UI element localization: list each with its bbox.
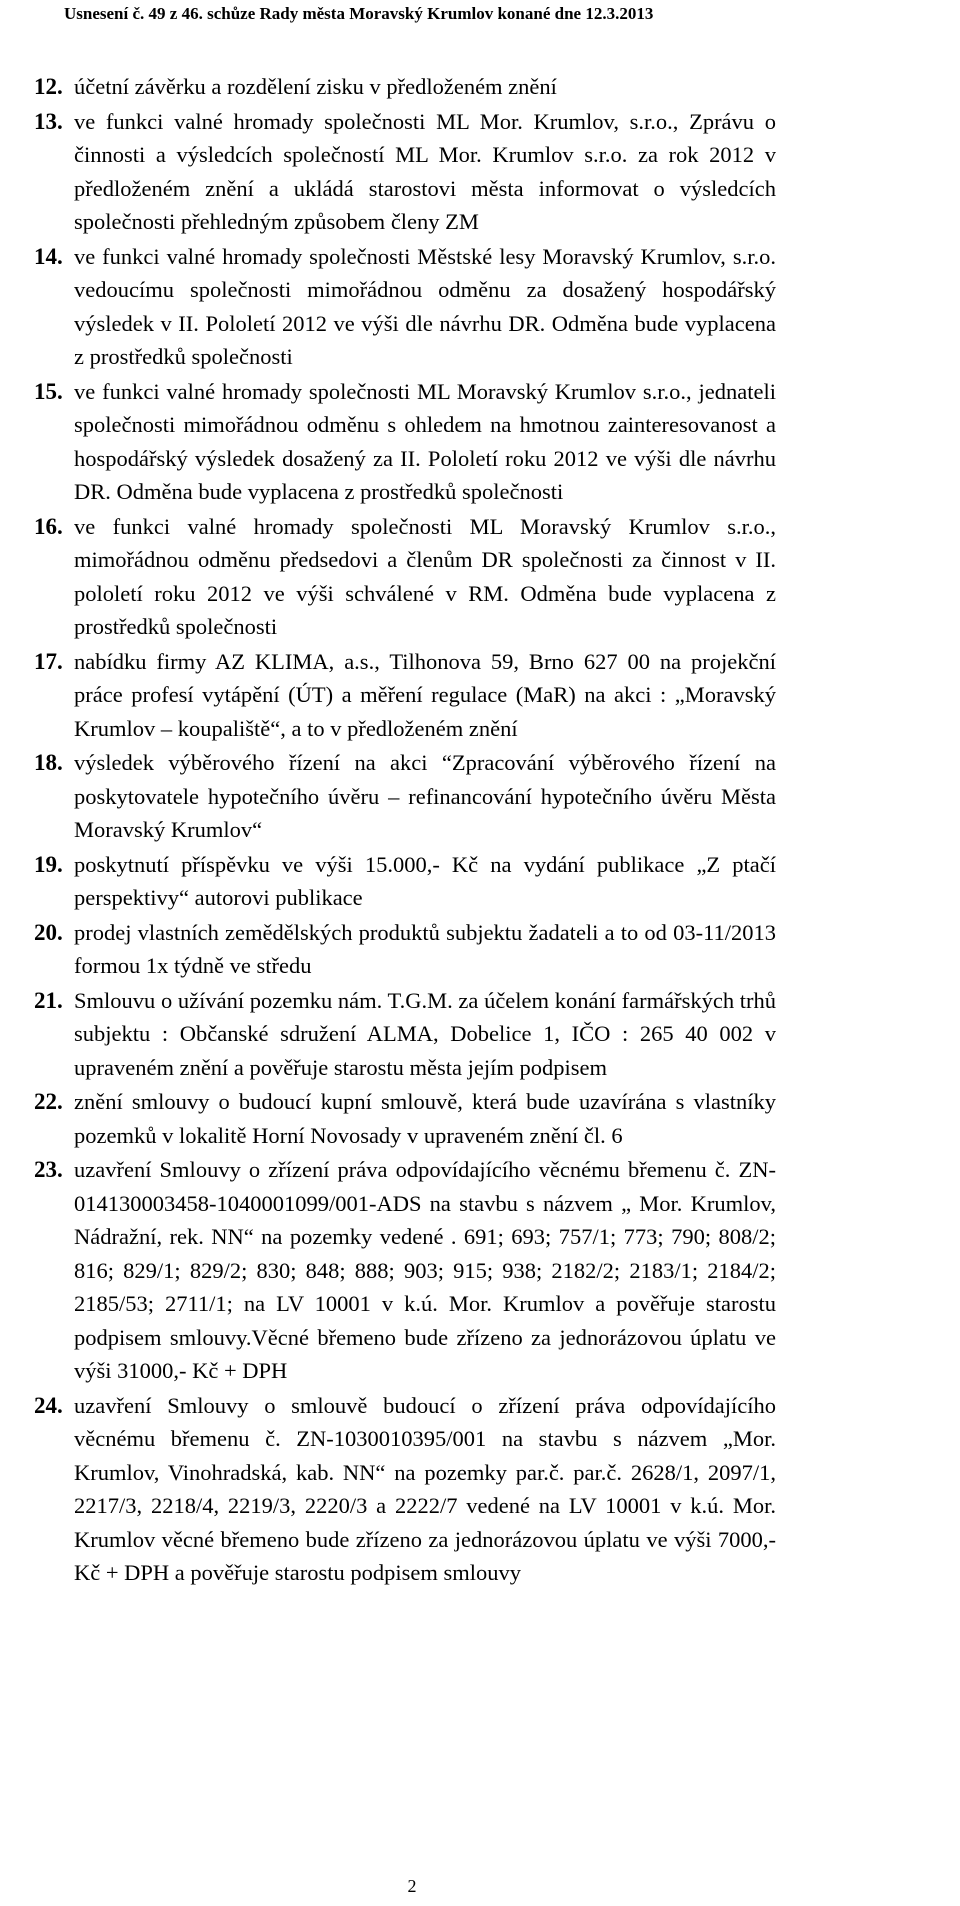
item-text: poskytnutí příspěvku ve výši 15.000,- Kč na vydání publikace „Z ptačí perspektivy“ autorovi publikace <box>74 851 776 910</box>
item-number: 19. <box>34 851 63 877</box>
item-text: prodej vlastních zemědělských produktů subjektu žadateli a to od 03-11/2013 formou 1x týdně ve středu <box>74 919 776 978</box>
item-text: Smlouvu o užívání pozemku nám. T.G.M. za účelem konání farmářských trhů subjektu : Občanské sdružení ALMA, Dobelice 1, IČO : 265 40 002 v upraveném znění a pověřuje starostu města jejím podpisem <box>74 987 776 1080</box>
item-text: ve funkci valné hromady společnosti ML Mor. Krumlov, s.r.o., Zprávu o činnosti a výsledcích společností ML Mor. Krumlov s.r.o. za rok 2012 v předloženém znění a ukládá starostovi města informovat o výsledcích společnosti přehledným způsobem členy ZM <box>74 108 776 234</box>
item-text: ve funkci valné hromady společnosti Městské lesy Moravský Krumlov, s.r.o. vedoucímu společnosti mimořádnou odměnu za dosažený hospodářský výsledek v II. Pololetí 2012 ve výši dle návrhu DR. Odměna bude vyplacena z prostředků společnosti <box>74 243 776 369</box>
item-number: 15. <box>34 378 63 404</box>
item-number: 21. <box>34 987 63 1013</box>
resolution-list <box>34 70 776 1591</box>
list-item <box>34 916 776 983</box>
item-number: 20. <box>34 919 63 945</box>
item-text: ve funkci valné hromady společnosti ML Moravský Krumlov s.r.o., jednateli společnosti mimořádnou odměnu s ohledem na hmotnou zainteresovanost a hospodářský výsledek dosažený za II. Pololetí roku 2012 ve výši dle návrhu DR. Odměna bude vyplacena z prostředků společnosti <box>74 378 776 504</box>
item-number: 22. <box>34 1089 63 1114</box>
list-item <box>34 984 776 1085</box>
list-item <box>34 240 776 374</box>
list-item <box>34 1153 776 1388</box>
item-number: 12. <box>34 74 63 99</box>
item-number: 23. <box>34 1157 63 1182</box>
list-item <box>34 70 776 104</box>
item-text: nabídku firmy AZ KLIMA, a.s., Tilhonova 59, Brno 627 00 na projekční práce profesí vytápění (ÚT) a měření regulace (MaR) na akci : „Moravský Krumlov – koupaliště“, a to v předloženém znění <box>74 648 776 741</box>
page-number: 2 <box>407 1876 417 1896</box>
item-number: 13. <box>34 108 63 134</box>
item-text: uzavření Smlouvy o smlouvě budoucí o zřízení práva odpovídajícího věcnému břemenu č. ZN-1030010395/001 na stavbu s názvem „Mor. Krumlov, Vinohradská, kab. NN“ na pozemky par.č. par.č. 2628/1, 2097/1, 2217/3, 2218/4, 2219/3, 2220/3 a 2222/7 vedené na LV 10001 v k.ú. Mor. Krumlov věcné břemeno bude zřízeno za jednorázovou úplatu ve výši 7000,- Kč + DPH a pověřuje starostu podpisem smlouvy <box>74 1392 776 1585</box>
list-item <box>34 645 776 746</box>
item-text: výsledek výběrového řízení na akci “Zpracování výběrového řízení na poskytovatele hypotečního úvěru – refinancování hypotečního úvěru Města Moravský Krumlov“ <box>74 750 776 842</box>
item-number: 17. <box>34 648 63 674</box>
page-header: Usnesení č. 49 z 46. schůze Rady města Moravský Krumlov konané dne 12.3.2013 <box>64 4 654 23</box>
item-text: ve funkci valné hromady společnosti ML Moravský Krumlov s.r.o., mimořádnou odměnu předsedovi a členům DR společnosti za činnost v II. pololetí roku 2012 ve výši schválené v RM. Odměna bude vyplacena z prostředků společnosti <box>74 513 776 639</box>
item-number: 16. <box>34 513 63 539</box>
list-item <box>34 848 776 915</box>
list-item <box>34 510 776 644</box>
list-item <box>34 1389 776 1590</box>
item-number: 24. <box>34 1392 63 1418</box>
item-number: 18. <box>34 750 63 775</box>
list-item <box>34 1085 776 1152</box>
item-text: účetní závěrku a rozdělení zisku v předloženém znění <box>74 74 557 99</box>
item-text: znění smlouvy o budoucí kupní smlouvě, která bude uzavírána s vlastníky pozemků v lokalitě Horní Novosady v upraveném znění čl. 6 <box>74 1089 776 1148</box>
list-item <box>34 105 776 239</box>
item-number: 14. <box>34 243 63 269</box>
list-item <box>34 746 776 847</box>
item-text: uzavření Smlouvy o zřízení práva odpovídajícího věcnému břemenu č. ZN-014130003458-1040001099/001-ADS na stavbu s názvem „ Mor. Krumlov, Nádražní, rek. NN“ na pozemky vedené . 691; 693; 757/1; 773; 790; 808/2; 816; 829/1; 829/2; 830; 848; 888; 903; 915; 938; 2182/2; 2183/1; 2184/2; 2185/53; 2711/1; na LV 10001 v k.ú. Mor. Krumlov a pověřuje starostu podpisem smlouvy.Věcné břemeno bude zřízeno za jednorázovou úplatu ve výši 31000,- Kč + DPH <box>74 1157 776 1383</box>
list-item <box>34 375 776 509</box>
